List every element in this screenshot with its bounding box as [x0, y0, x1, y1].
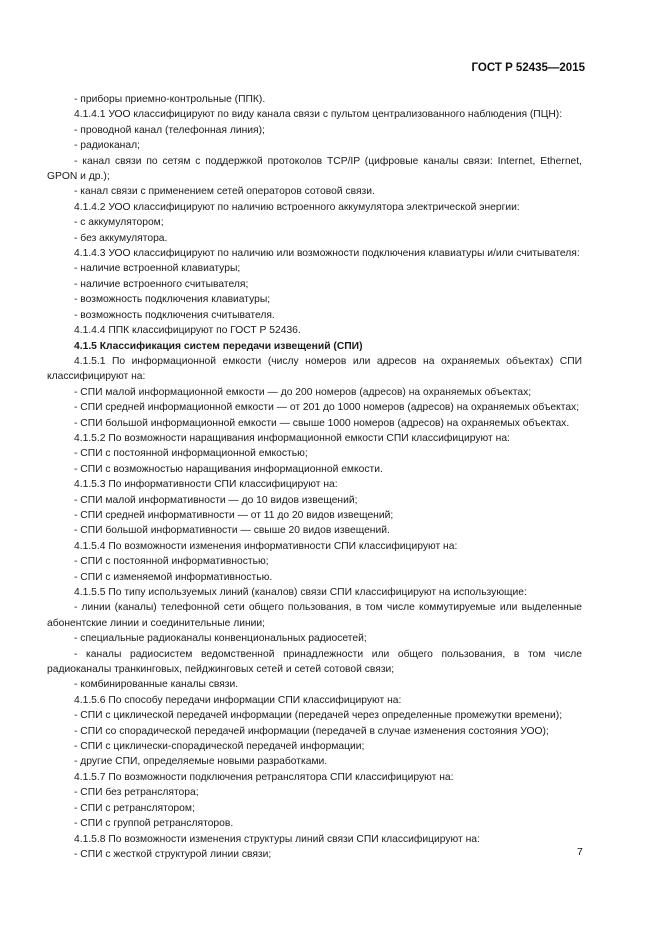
clause-paragraph: 4.1.5.5 По типу используемых линий (каналов) связи СПИ классифицируют на использующие: — [74, 587, 527, 598]
list-item: - радиоканал; — [74, 140, 140, 152]
clause-paragraph: 4.1.4.2 УОО классифицируют по наличию встроенного аккумулятора электрической энергии: — [74, 201, 520, 213]
list-item: - СПИ с постоянной информативностью; — [74, 556, 269, 568]
list-item: - другие СПИ, определяемые новыми разработками. — [74, 756, 328, 768]
list-item: - СПИ без ретранслятора; — [74, 787, 199, 799]
list-item: - возможность подключения считывателя. — [74, 309, 275, 321]
list-item: - СПИ с постоянной информационной емкостью; — [74, 448, 308, 460]
clause-paragraph: 4.1.5.3 По информативности СПИ классифицируют на: — [74, 479, 338, 491]
list-item: - без аккумулятора. — [74, 232, 168, 244]
document-body — [47, 92, 582, 862]
clause-paragraph: 4.1.5.4 По возможности изменения информативности СПИ классифицируют на: — [74, 540, 458, 552]
list-item: - канал связи по сетям с поддержкой протоколов TCP/IP (цифровые каналы связи: Internet, Ethernet, GPON и др.); — [47, 155, 582, 183]
clause-paragraph: 4.1.5.1 По информационной емкости (числу номеров или адресов на охраняемых объектах) СПИ классифицируют на: — [47, 355, 582, 383]
clause-paragraph: 4.1.5.7 По возможности подключения ретранслятора СПИ классифицируют на: — [74, 771, 454, 783]
list-item: - СПИ малой информативности — до 10 видов извещений; — [74, 494, 358, 506]
list-item: - СПИ с ретранслятором; — [74, 802, 195, 814]
list-item: - СПИ с циклически-спорадической передачей информации; — [74, 741, 365, 753]
list-item: - СПИ с циклической передачей информации (передачей через определенные промежутки времени); — [74, 710, 563, 722]
list-item: - наличие встроенной клавиатуры; — [74, 263, 241, 275]
clause-paragraph: 4.1.4.3 УОО классифицируют по наличию или возможности подключения клавиатуры и/или считывателя: — [74, 248, 580, 260]
list-item: - СПИ с группой ретрансляторов. — [74, 818, 234, 830]
list-item: - СПИ малой информационной емкости — до 200 номеров (адресов) на охраняемых объектах; — [74, 386, 532, 398]
list-item: - каналы радиосистем ведомственной принадлежности или общего пользования, в том числе радиоканалы транкинговых, пейджинговых сетей и сетей сотовой связи; — [47, 648, 582, 676]
list-item: - наличие встроенного считывателя; — [74, 278, 249, 290]
list-item: - приборы приемно-контрольные (ППК). — [74, 94, 266, 105]
list-item: - СПИ с возможностью наращивания информационной емкости. — [74, 463, 383, 475]
clause-paragraph: 4.1.4.4 ППК классифицируют по ГОСТ Р 52436. — [74, 325, 301, 337]
list-item: - СПИ средней информативности — от 11 до 20 видов извещений; — [74, 509, 394, 521]
clause-paragraph: 4.1.4.1 УОО классифицируют по виду канала связи с пультом централизованного наблюдения (ПЦН): — [74, 109, 563, 121]
document-number-header: ГОСТ Р 52435—2015 — [471, 62, 585, 74]
page-number: 7 — [577, 846, 583, 858]
clause-paragraph: 4.1.5.6 По способу передачи информации СПИ классифицируют на: — [74, 694, 402, 706]
list-item: - комбинированные каналы связи. — [74, 679, 239, 691]
list-item: - СПИ большой информативности — свыше 20 видов извещений. — [74, 525, 390, 537]
list-item: - возможность подключения клавиатуры; — [74, 294, 271, 306]
list-item: - СПИ со спорадической передачей информации (передачей в случае изменения состояния УОО); — [74, 725, 549, 737]
list-item: - СПИ с жесткой структурой линии связи; — [74, 848, 272, 860]
list-item: - СПИ с изменяемой информативностью. — [74, 571, 273, 583]
list-item: - СПИ средней информационной емкости — от 201 до 1000 номеров (адресов) на охраняемых объектах; — [74, 402, 580, 414]
clause-paragraph: 4.1.5.8 По возможности изменения структуры линий связи СПИ классифицируют на: — [74, 833, 480, 845]
list-item: - проводной канал (телефонная линия); — [74, 124, 265, 136]
list-item: - линии (каналы) телефонной сети общего пользования, в том числе коммутируемые или выделенные абонентские линии и соединительные линии; — [47, 602, 582, 629]
list-item: - специальные радиоканалы конвенциональных радиосетей; — [74, 633, 367, 645]
clause-paragraph: 4.1.5.2 По возможности наращивания информационной емкости СПИ классифицируют на: — [74, 432, 510, 444]
section-heading: 4.1.5 Классификация систем передачи извещений (СПИ) — [74, 340, 363, 352]
list-item: - с аккумулятором; — [74, 217, 164, 229]
list-item: - канал связи с применением сетей операторов сотовой связи. — [74, 186, 375, 198]
list-item: - СПИ большой информационной емкости — свыше 1000 номеров (адресов) на охраняемых объектах. — [74, 417, 570, 429]
